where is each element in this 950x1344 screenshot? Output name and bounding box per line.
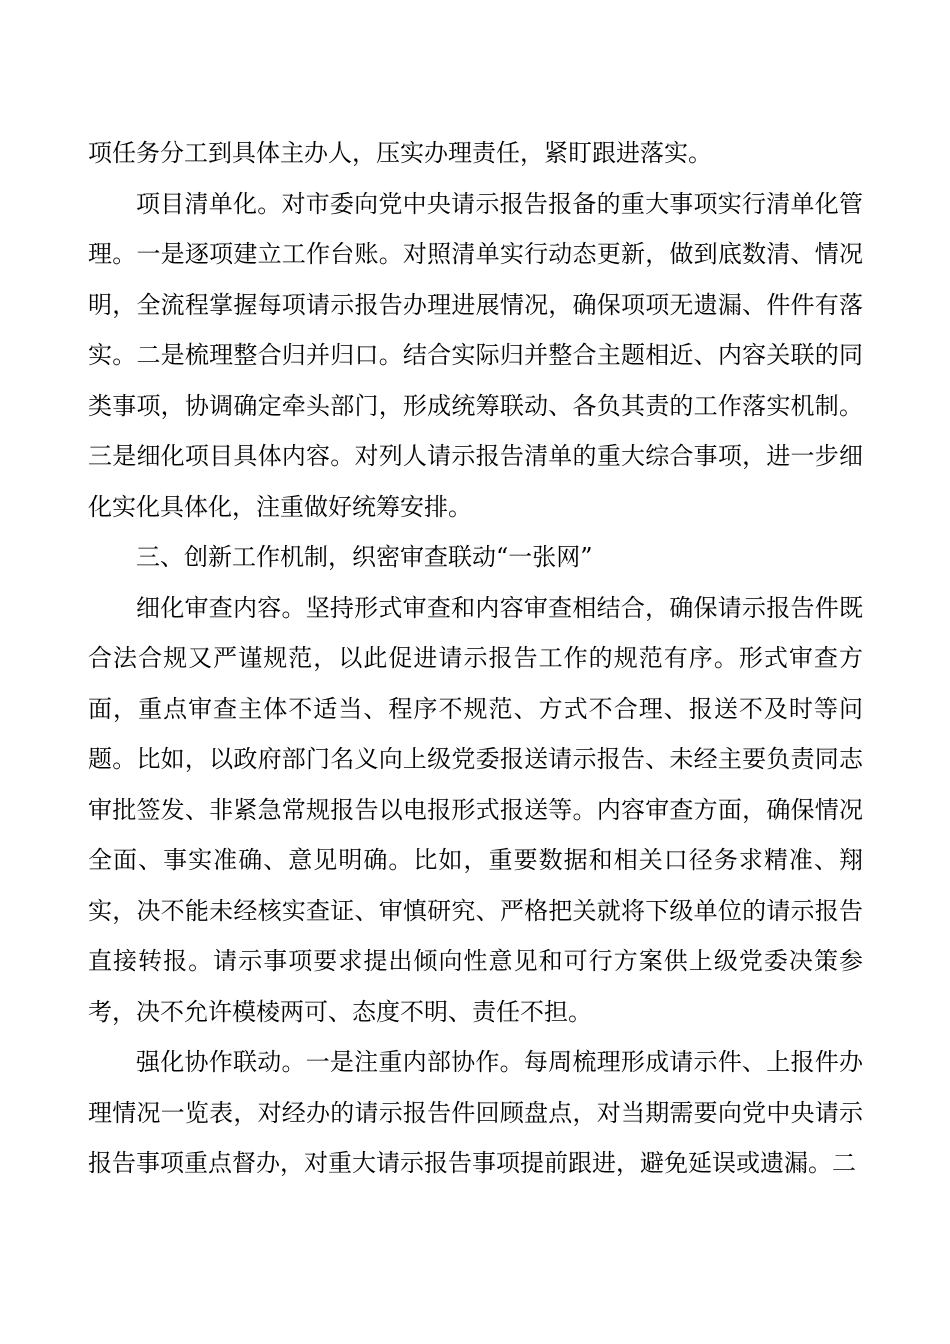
paragraph-continuation: 项任务分工到具体主办人，压实办理责任，紧盯跟进落实。 <box>88 139 712 167</box>
document-body <box>88 128 863 1189</box>
section-heading-innovation-mechanism: 三、创新工作机制，织密审查联动“一张网” <box>136 543 593 571</box>
paragraph-review-content: 细化审查内容。坚持形式审查和内容审查相结合，确保请示报告件既合法合规又严谨规范，以此促进请示报告工作的规范有序。形式审查方面，重点审查主体不适当、程序不规范、方式不合理、报送不及时等问题。比如，以政府部门名义向上级党委报送请示报告、未经主要负责同志审批签发、非紧急常规报告以电报形式报送等。内容审查方面，确保情况全面、事实准确、意见明确。比如，重要数据和相关口径务求精准、翔实，决不能未经核实查证、审慎研究、严格把关就将下级单位的请示报告直接转报。请示事项要求提出倾向性意见和可行方案供上级党委决策参考，决不允许模棱两可、态度不明、责任不担。 <box>88 593 863 1026</box>
paragraph-collaboration: 强化协作联动。一是注重内部协作。每周梳理形成请示件、上报件办理情况一览表，对经办的请示报告件回顾盘点，对当期需要向党中央请示报告事项重点督办，对重大请示报告事项提前跟进，避免延误或遗漏。二 <box>88 1048 863 1177</box>
paragraph-project-listing: 项目清单化。对市委向党中央请示报告报备的重大事项实行清单化管理。一是逐项建立工作台账。对照清单实行动态更新，做到底数清、情况明，全流程掌握每项请示报告办理进展情况，确保项项无遗漏、件件有落实。二是梳理整合归并归口。结合实际归并整合主题相近、内容关联的同类事项，协调确定牵头部门，形成统筹联动、各负其责的工作落实机制。三是细化项目具体内容。对列人请示报告清单的重大综合事项，进一步细化实化具体化，注重做好统筹安排。 <box>88 189 863 521</box>
